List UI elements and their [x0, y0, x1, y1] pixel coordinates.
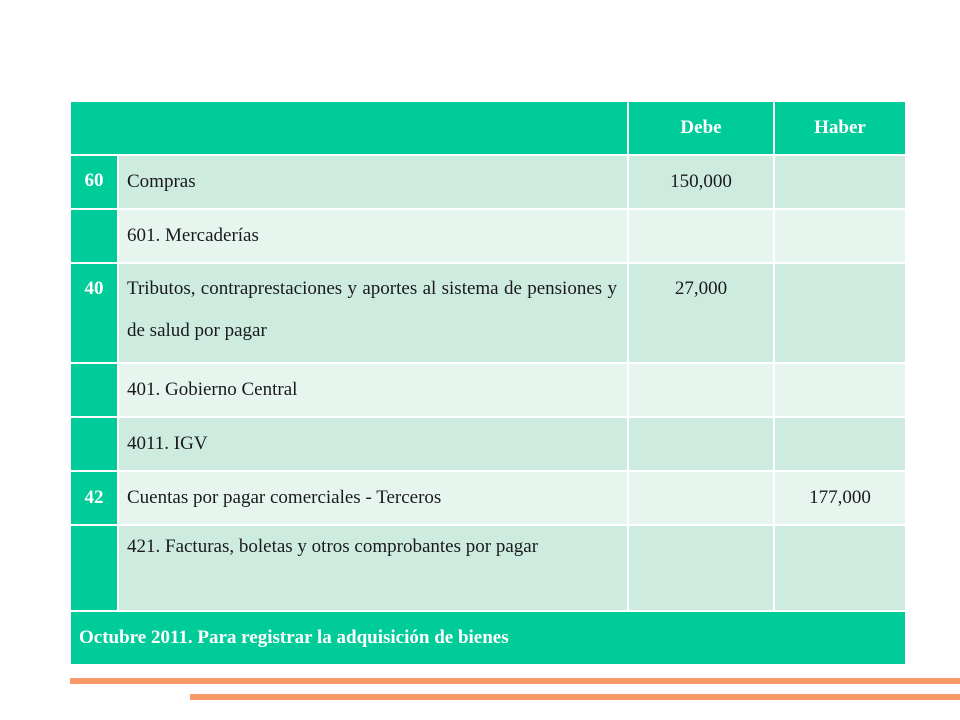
haber-value: 177,000: [775, 472, 905, 524]
account-code: [71, 364, 117, 416]
account-description: Tributos, contraprestaciones y aportes al sistema de pensiones y de salud por pagar: [119, 264, 627, 362]
account-description: 601. Mercaderías: [119, 210, 627, 262]
decorative-bar-top: [70, 678, 960, 684]
haber-value: [775, 364, 905, 416]
debe-value: [629, 526, 773, 610]
account-code: 42: [71, 472, 117, 524]
table-header-row: [71, 102, 905, 154]
debe-value: [629, 418, 773, 470]
header-debe: Debe: [629, 102, 773, 154]
account-description: 4011. IGV: [119, 418, 627, 470]
haber-value: [775, 210, 905, 262]
account-description: Cuentas por pagar comerciales - Terceros: [119, 472, 627, 524]
table-row: [71, 264, 905, 362]
journal-entry-table: [69, 100, 907, 666]
table-row: [71, 210, 905, 262]
account-description: 421. Facturas, boletas y otros comprobantes por pagar: [119, 526, 627, 610]
debe-value: [629, 472, 773, 524]
table-footer-row: [71, 612, 905, 664]
table-row: [71, 526, 905, 610]
debe-value: 27,000: [629, 264, 773, 362]
header-haber: Haber: [775, 102, 905, 154]
table-row: [71, 472, 905, 524]
decorative-bar-bottom: [190, 694, 960, 700]
account-description: Compras: [119, 156, 627, 208]
table-row: [71, 418, 905, 470]
header-account: [71, 102, 627, 154]
account-code: 40: [71, 264, 117, 362]
haber-value: [775, 156, 905, 208]
account-code: [71, 210, 117, 262]
haber-value: [775, 264, 905, 362]
debe-value: [629, 364, 773, 416]
account-description: 401. Gobierno Central: [119, 364, 627, 416]
account-code: 60: [71, 156, 117, 208]
entry-gloss: Octubre 2011. Para registrar la adquisición de bienes: [71, 612, 905, 664]
haber-value: [775, 526, 905, 610]
account-code: [71, 418, 117, 470]
table-row: [71, 364, 905, 416]
debe-value: [629, 210, 773, 262]
account-code: [71, 526, 117, 610]
haber-value: [775, 418, 905, 470]
table-row: [71, 156, 905, 208]
debe-value: 150,000: [629, 156, 773, 208]
